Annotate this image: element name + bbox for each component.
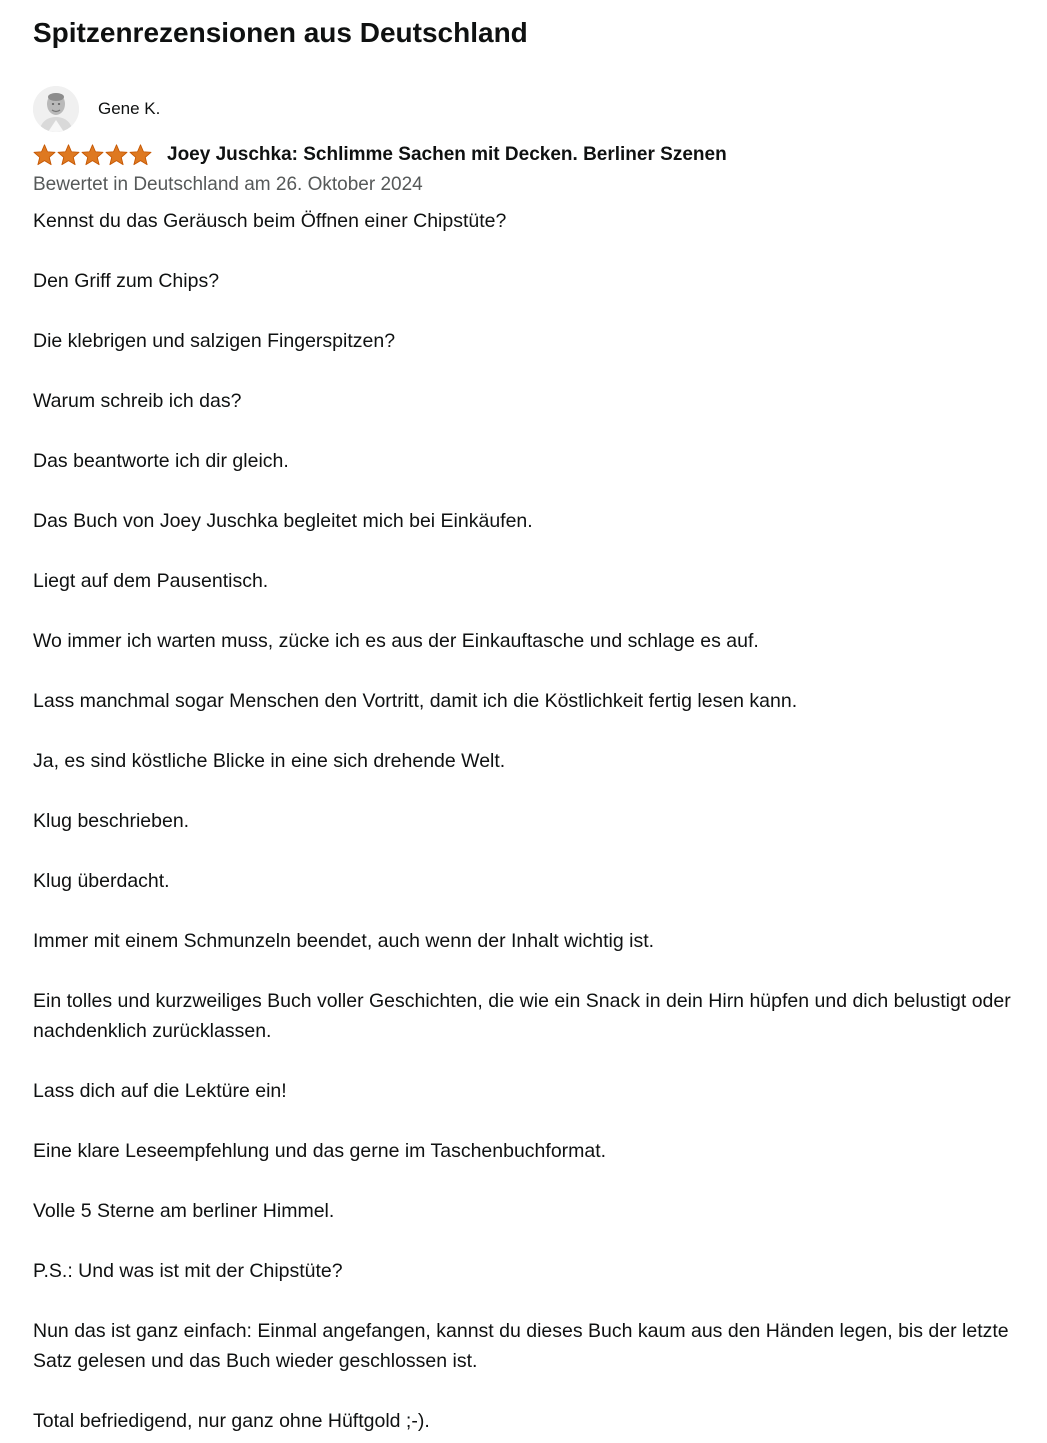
review-paragraph: Lass manchmal sogar Menschen den Vortritt, damit ich die Köstlichkeit fertig lesen kann. <box>33 690 798 712</box>
review-title[interactable]: Joey Juschka: Schlimme Sachen mit Decken. Berliner Szenen <box>167 144 727 165</box>
review-paragraph: Lass dich auf die Lektüre ein! <box>33 1080 287 1102</box>
review-paragraph: Die klebrigen und salzigen Fingerspitzen? <box>33 330 396 352</box>
review-paragraph: Ein tolles und kurzweiliges Buch voller Geschichten, die wie ein Snack in dein Hirn hüpfen und dich belustigt oder nachdenklich zurücklassen. <box>33 990 1011 1042</box>
star-rating[interactable] <box>33 144 155 166</box>
review-paragraph: Den Griff zum Chips? <box>33 270 220 292</box>
review-body <box>33 206 1033 1443</box>
review-paragraph: P.S.: Und was ist mit der Chipstüte? <box>33 1260 343 1282</box>
review-paragraph: Das beantworte ich dir gleich. <box>33 450 289 472</box>
review-paragraph: Warum schreib ich das? <box>33 390 242 412</box>
star-icon <box>105 144 128 166</box>
user-avatar-icon <box>33 86 79 132</box>
star-icon <box>129 144 152 166</box>
review-header <box>33 140 727 170</box>
reviewer-name[interactable]: Gene K. <box>98 99 161 118</box>
review-paragraph: Volle 5 Sterne am berliner Himmel. <box>33 1200 335 1222</box>
reviewer-profile[interactable] <box>33 86 160 132</box>
review-paragraph: Wo immer ich warten muss, zücke ich es aus der Einkauftasche und schlage es auf. <box>33 630 759 652</box>
section-title: Spitzenrezensionen aus Deutschland <box>33 17 528 48</box>
review-paragraph: Total befriedigend, nur ganz ohne Hüftgold ;-). <box>33 1410 430 1432</box>
avatar[interactable] <box>33 86 79 132</box>
review-paragraph: Kennst du das Geräusch beim Öffnen einer Chipstüte? <box>33 210 507 232</box>
review-paragraph: Immer mit einem Schmunzeln beendet, auch wenn der Inhalt wichtig ist. <box>33 930 655 952</box>
review-paragraph: Nun das ist ganz einfach: Einmal angefangen, kannst du dieses Buch kaum aus den Händen legen, bis der letzte Satz gelesen und das Buch wieder geschlossen ist. <box>33 1320 1009 1372</box>
star-icon <box>57 144 80 166</box>
review-paragraph: Klug beschrieben. <box>33 810 190 832</box>
review-paragraph: Das Buch von Joey Juschka begleitet mich bei Einkäufen. <box>33 510 533 532</box>
star-icon <box>33 144 56 166</box>
review-paragraph: Eine klare Leseempfehlung und das gerne im Taschenbuchformat. <box>33 1140 607 1162</box>
review-paragraph: Klug überdacht. <box>33 870 170 892</box>
review-paragraph: Liegt auf dem Pausentisch. <box>33 570 269 592</box>
review-date: Bewertet in Deutschland am 26. Oktober 2024 <box>33 174 423 195</box>
review-paragraph: Ja, es sind köstliche Blicke in eine sich drehende Welt. <box>33 750 506 772</box>
star-icon <box>81 144 104 166</box>
